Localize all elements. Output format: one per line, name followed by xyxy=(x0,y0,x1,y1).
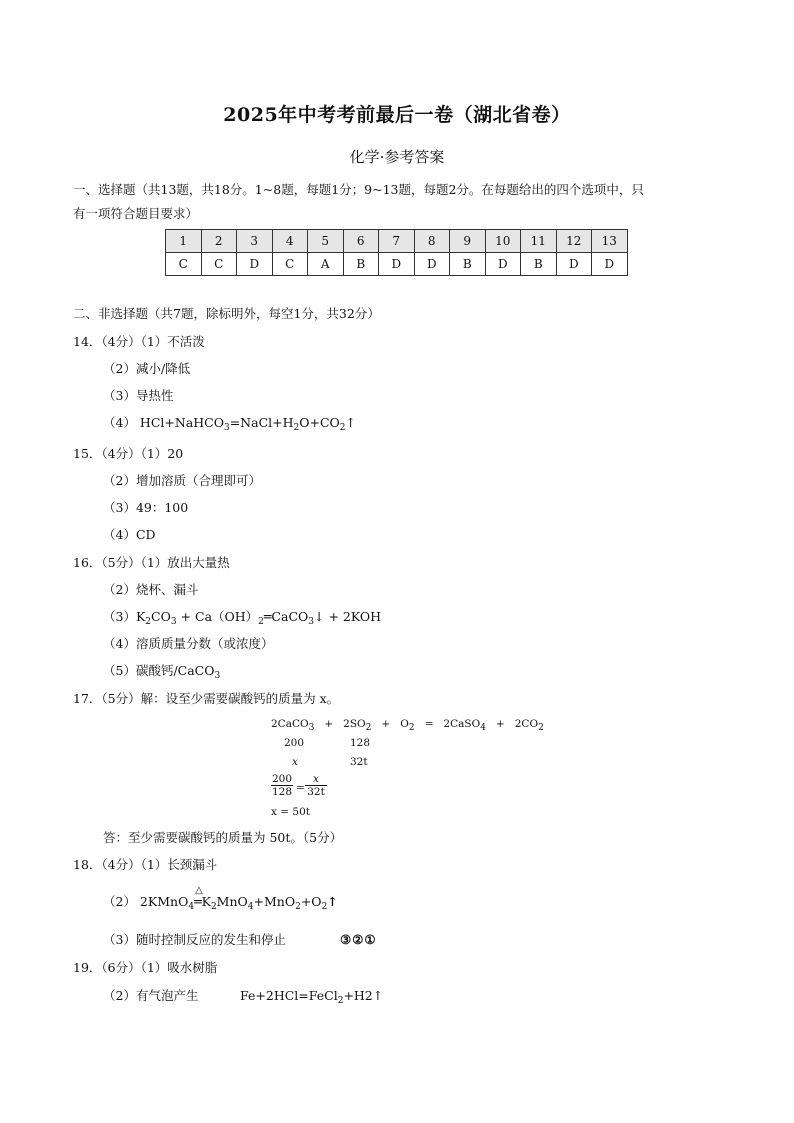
q18-a2-mid1: ═K xyxy=(194,894,211,909)
section2-heading: 二、非选择题（共7题，除标明外，每空1分，共32分） xyxy=(73,306,380,321)
q18-answer-3: （3）随时控制反应的发生和停止 xyxy=(103,932,286,947)
section1-heading-line1: 一、选择题（共13题，共18分。1~8题，每题1分；9~13题，每题2分。在每题给出的四个选项中，只 xyxy=(73,182,644,197)
q16-a3-mid2: + Ca（OH） xyxy=(176,609,259,624)
question-number-cell: 13 xyxy=(592,230,628,253)
question-number-cell: 8 xyxy=(414,230,450,253)
q18-a2-sub2: 2 xyxy=(210,902,217,912)
page-subtitle: 化学·参考答案 xyxy=(349,148,445,166)
answer-cell: D xyxy=(414,253,450,276)
answer-table-numbers-row xyxy=(166,230,628,253)
question-number-cell: 2 xyxy=(201,230,237,253)
q14-a4-sub3: 2 xyxy=(339,423,346,433)
question-number-cell: 1 xyxy=(166,230,202,253)
q18-a2-sub3: 4 xyxy=(247,902,254,912)
q18-a2-sub5: 2 xyxy=(321,902,328,912)
q17-fraction-right xyxy=(305,773,327,798)
answer-cell: D xyxy=(485,253,521,276)
q17-fraction-left xyxy=(271,773,293,798)
q14-answer-3: （3）导热性 xyxy=(103,388,174,403)
q18-a2-heat-sign xyxy=(194,885,211,910)
q17-var-x: x xyxy=(292,756,298,768)
gas-arrow-icon: ↑ xyxy=(327,894,338,909)
q18-a2-prefix: （2） 2KMnO xyxy=(103,894,189,909)
q17-frac-left-top: 200 xyxy=(271,773,293,785)
q17-eq-mid2: + O xyxy=(371,718,409,730)
q19-eq-prefix: Fe+2HCl=FeCl xyxy=(240,988,338,1003)
q17-mass-so2: 128 xyxy=(350,737,371,749)
q17-mass-caco3: 200 xyxy=(284,737,305,749)
q17-eq-mid3: = 2CaSO xyxy=(414,718,481,730)
q16-a5-prefix: （5）碳酸钙/CaCO xyxy=(103,663,215,678)
q17-eq-mid4: + 2CO xyxy=(485,718,539,730)
question-number-cell: 10 xyxy=(485,230,521,253)
answer-cell: C xyxy=(201,253,237,276)
q14-a4-sub2: 2 xyxy=(293,423,300,433)
q14-answer-4 xyxy=(103,415,356,436)
q17-equals-sign: = xyxy=(296,782,305,794)
delta-heat-icon: △ xyxy=(195,885,203,896)
q17-eq-sub4: 4 xyxy=(480,723,486,733)
q16-a3-sub4: 3 xyxy=(308,617,314,627)
q17-frac-right-top: x xyxy=(313,773,319,785)
q17-head: 17．（5分）解：设至少需要碳酸钙的质量为 x。 xyxy=(73,691,340,706)
q14-a4-prefix: （4） HCl+NaHCO xyxy=(103,415,224,430)
answer-cell: D xyxy=(556,253,592,276)
q14-a4-mid2: O+CO xyxy=(299,415,340,430)
q18-answer-3-order: ③②① xyxy=(340,932,377,947)
q19-eq-tail: +H2↑ xyxy=(343,988,384,1003)
q16-answer-3 xyxy=(103,609,381,630)
question-number-cell: 11 xyxy=(521,230,557,253)
q16-a3-tail: ↓ + 2KOH xyxy=(314,609,381,624)
question-number-cell: 5 xyxy=(308,230,344,253)
q16-a3-mid1: CO xyxy=(151,609,171,624)
q15-answer-3: （3）49：100 xyxy=(103,500,189,515)
q17-eq-sub3: 2 xyxy=(408,723,415,733)
q18-a2-sub1: 4 xyxy=(188,902,195,912)
q16-answer-5 xyxy=(103,663,220,684)
question-number-cell: 7 xyxy=(379,230,415,253)
q16-a3-sub3: 2 xyxy=(258,617,264,627)
answer-cell: D xyxy=(237,253,273,276)
answer-cell: B xyxy=(450,253,486,276)
q16-head: 16．（5分）（1）放出大量热 xyxy=(73,555,230,570)
gas-arrow-icon: ↑ xyxy=(345,415,357,430)
q17-eq-sub1: 3 xyxy=(308,723,315,733)
answer-cell: D xyxy=(592,253,628,276)
q14-answer-2: （2）减小/降低 xyxy=(103,361,191,376)
q19-eq-sub1: 2 xyxy=(337,996,344,1006)
q19-head: 19．（6分）（1）吸水树脂 xyxy=(73,960,218,975)
q18-a2-mid3: +MnO xyxy=(253,894,296,909)
q17-eq-prefix: 2CaCO xyxy=(271,718,309,730)
q18-a2-sub4: 2 xyxy=(295,902,301,912)
q17-answer: 答：至少需要碳酸钙的质量为 50t。（5分） xyxy=(103,830,343,845)
q19-answer-2: （2）有气泡产生 xyxy=(103,988,199,1003)
answer-cell: B xyxy=(343,253,379,276)
q17-var-32t: 32t xyxy=(350,756,368,768)
answer-cell: C xyxy=(166,253,202,276)
q18-answer-2 xyxy=(103,885,338,915)
q17-eq-sub2: 2 xyxy=(365,723,372,733)
q16-answer-4: （4）溶质质量分数（或浓度） xyxy=(103,636,274,651)
q16-answer-2: （2）烧杯、漏斗 xyxy=(103,582,199,597)
answer-table-answers-row xyxy=(166,253,628,276)
answer-cell: A xyxy=(308,253,344,276)
q18-a2-mid4: +O xyxy=(300,894,322,909)
q18-head: 18．（4分）（1）长颈漏斗 xyxy=(73,857,218,872)
q16-a3-prefix: （3）K xyxy=(103,609,146,624)
answer-cell: C xyxy=(272,253,308,276)
question-number-cell: 6 xyxy=(343,230,379,253)
q17-equation xyxy=(271,718,544,733)
q16-a3-sub1: 2 xyxy=(145,617,152,627)
q16-a3-sub2: 3 xyxy=(170,617,177,627)
q17-eq-sub5: 2 xyxy=(538,723,544,733)
q17-frac-left-bottom: 128 xyxy=(271,786,293,798)
answer-cell: B xyxy=(521,253,557,276)
q15-answer-4: （4）CD xyxy=(103,527,156,542)
q15-head: 15．（4分）（1）20 xyxy=(73,446,184,461)
question-number-cell: 3 xyxy=(237,230,273,253)
q17-result: x = 50t xyxy=(271,806,310,818)
question-number-cell: 4 xyxy=(272,230,308,253)
q15-answer-2: （2）增加溶质（合理即可） xyxy=(103,473,261,488)
page-title: 2025年中考考前最后一卷（湖北省卷） xyxy=(223,104,571,126)
question-number-cell: 12 xyxy=(556,230,592,253)
q14-a4-mid1: =NaCl+H xyxy=(229,415,294,430)
q14-head: 14．（4分）（1）不活泼 xyxy=(73,334,205,349)
answer-table xyxy=(165,229,628,276)
q16-a3-mid3: ═CaCO xyxy=(263,609,309,624)
answer-cell: D xyxy=(379,253,415,276)
question-number-cell: 9 xyxy=(450,230,486,253)
section1-heading-line2: 有一项符合题目要求） xyxy=(73,206,199,221)
q17-frac-right-bottom: 32t xyxy=(305,785,327,798)
q18-a2-mid2: MnO xyxy=(216,894,248,909)
q19-answer-2-equation xyxy=(240,988,383,1009)
q16-a5-sub1: 3 xyxy=(214,671,221,681)
q14-a4-sub1: 3 xyxy=(223,423,230,433)
q17-eq-mid1: + 2SO xyxy=(314,718,366,730)
